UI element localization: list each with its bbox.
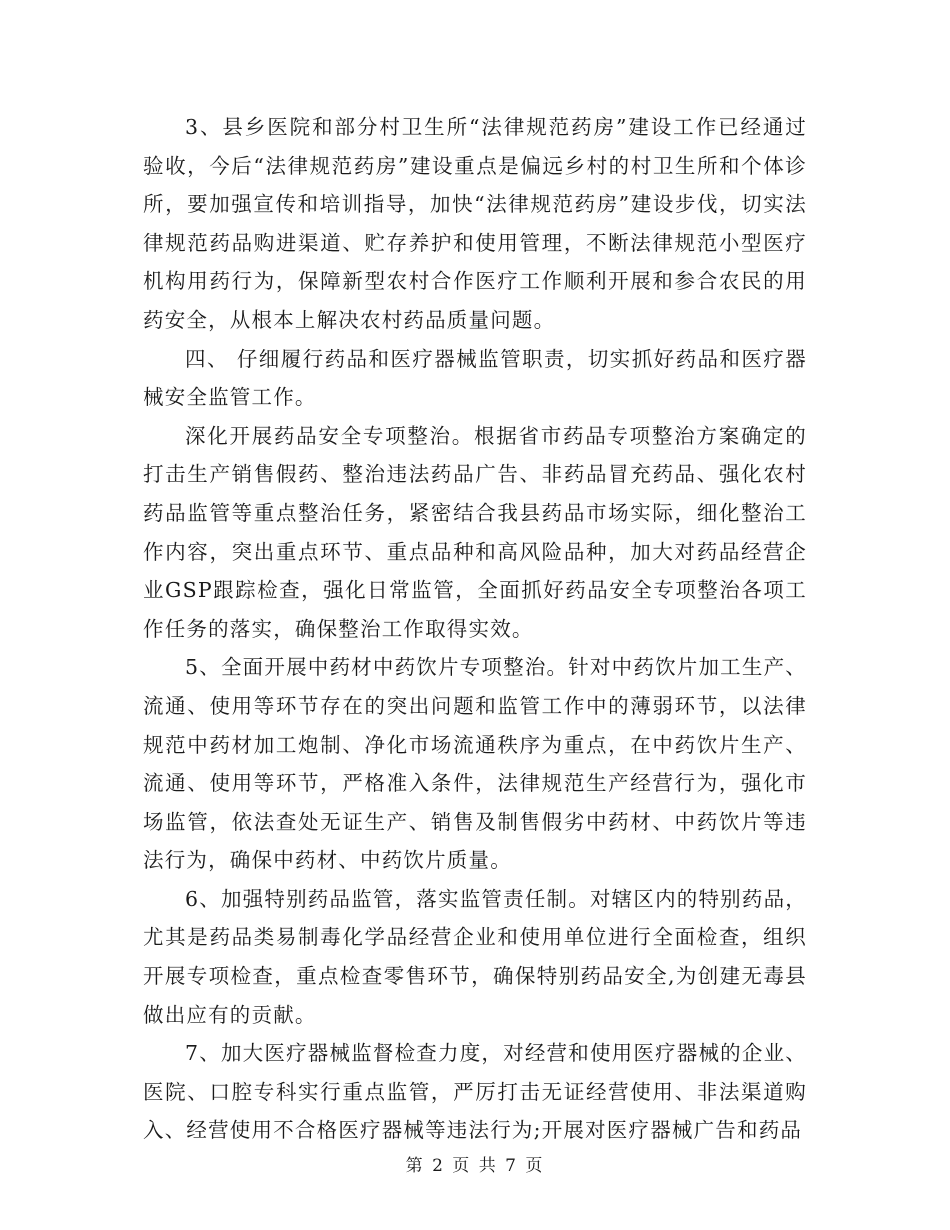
paragraph-6: 6、加强特别药品监管，落实监管责任制。对辖区内的特别药品，尤其是药品类易制毒化学品经营企业和使用单位进行全面检查，组织开展专项检查，重点检查零售环节，确保特别药品安全,为创建无毒县做出应有的贡献。	[143, 886, 807, 1027]
paragraph-special-rectification: 深化开展药品安全专项整治。根据省市药品专项整治方案确定的打击生产销售假药、整治违法药品广告、非药品冒充药品、强化农村药品监管等重点整治任务，紧密结合我县药品市场实际，细化整治工作内容，突出重点环节、重点品种和高风险品种，加大对药品经营企业GSP跟踪检查，强化日常监管，全面抓好药品安全专项整治各项工作任务的落实，确保整治工作取得实效。	[143, 423, 807, 641]
paragraph-5: 5、全面开展中药材中药饮片专项整治。针对中药饮片加工生产、流通、使用等环节存在的突出问题和监管工作中的薄弱环节，以法律规范中药材加工炮制、净化市场流通秩序为重点，在中药饮片生产、流通、使用等环节，严格准入条件，法律规范生产经营行为，强化市场监管，依法查处无证生产、销售及制售假劣中药材、中药饮片等违法行为，确保中药材、中药饮片质量。	[143, 655, 807, 873]
page-number-footer: 第 2 页 共 7 页	[405, 1156, 545, 1176]
document-body	[143, 108, 807, 1150]
paragraph-7: 7、加大医疗器械监督检查力度，对经营和使用医疗器械的企业、医院、口腔专科实行重点监管，严厉打击无证经营使用、非法渠道购入、经营使用不合格医疗器械等违法行为;开展对医疗器械广告和药品	[143, 1041, 807, 1143]
paragraph-section-4: 四、 仔细履行药品和医疗器械监管职责，切实抓好药品和医疗器械安全监管工作。	[143, 346, 807, 410]
paragraph-3: 3、县乡医院和部分村卫生所“法律规范药房”建设工作已经通过验收，今后“法律规范药房”建设重点是偏远乡村的村卫生所和个体诊所，要加强宣传和培训指导，加快“法律规范药房”建设步伐，切实法律规范药品购进渠道、贮存养护和使用管理，不断法律规范小型医疗机构用药行为，保障新型农村合作医疗工作顺利开展和参合农民的用药安全，从根本上解决农村药品质量问题。	[143, 115, 807, 332]
